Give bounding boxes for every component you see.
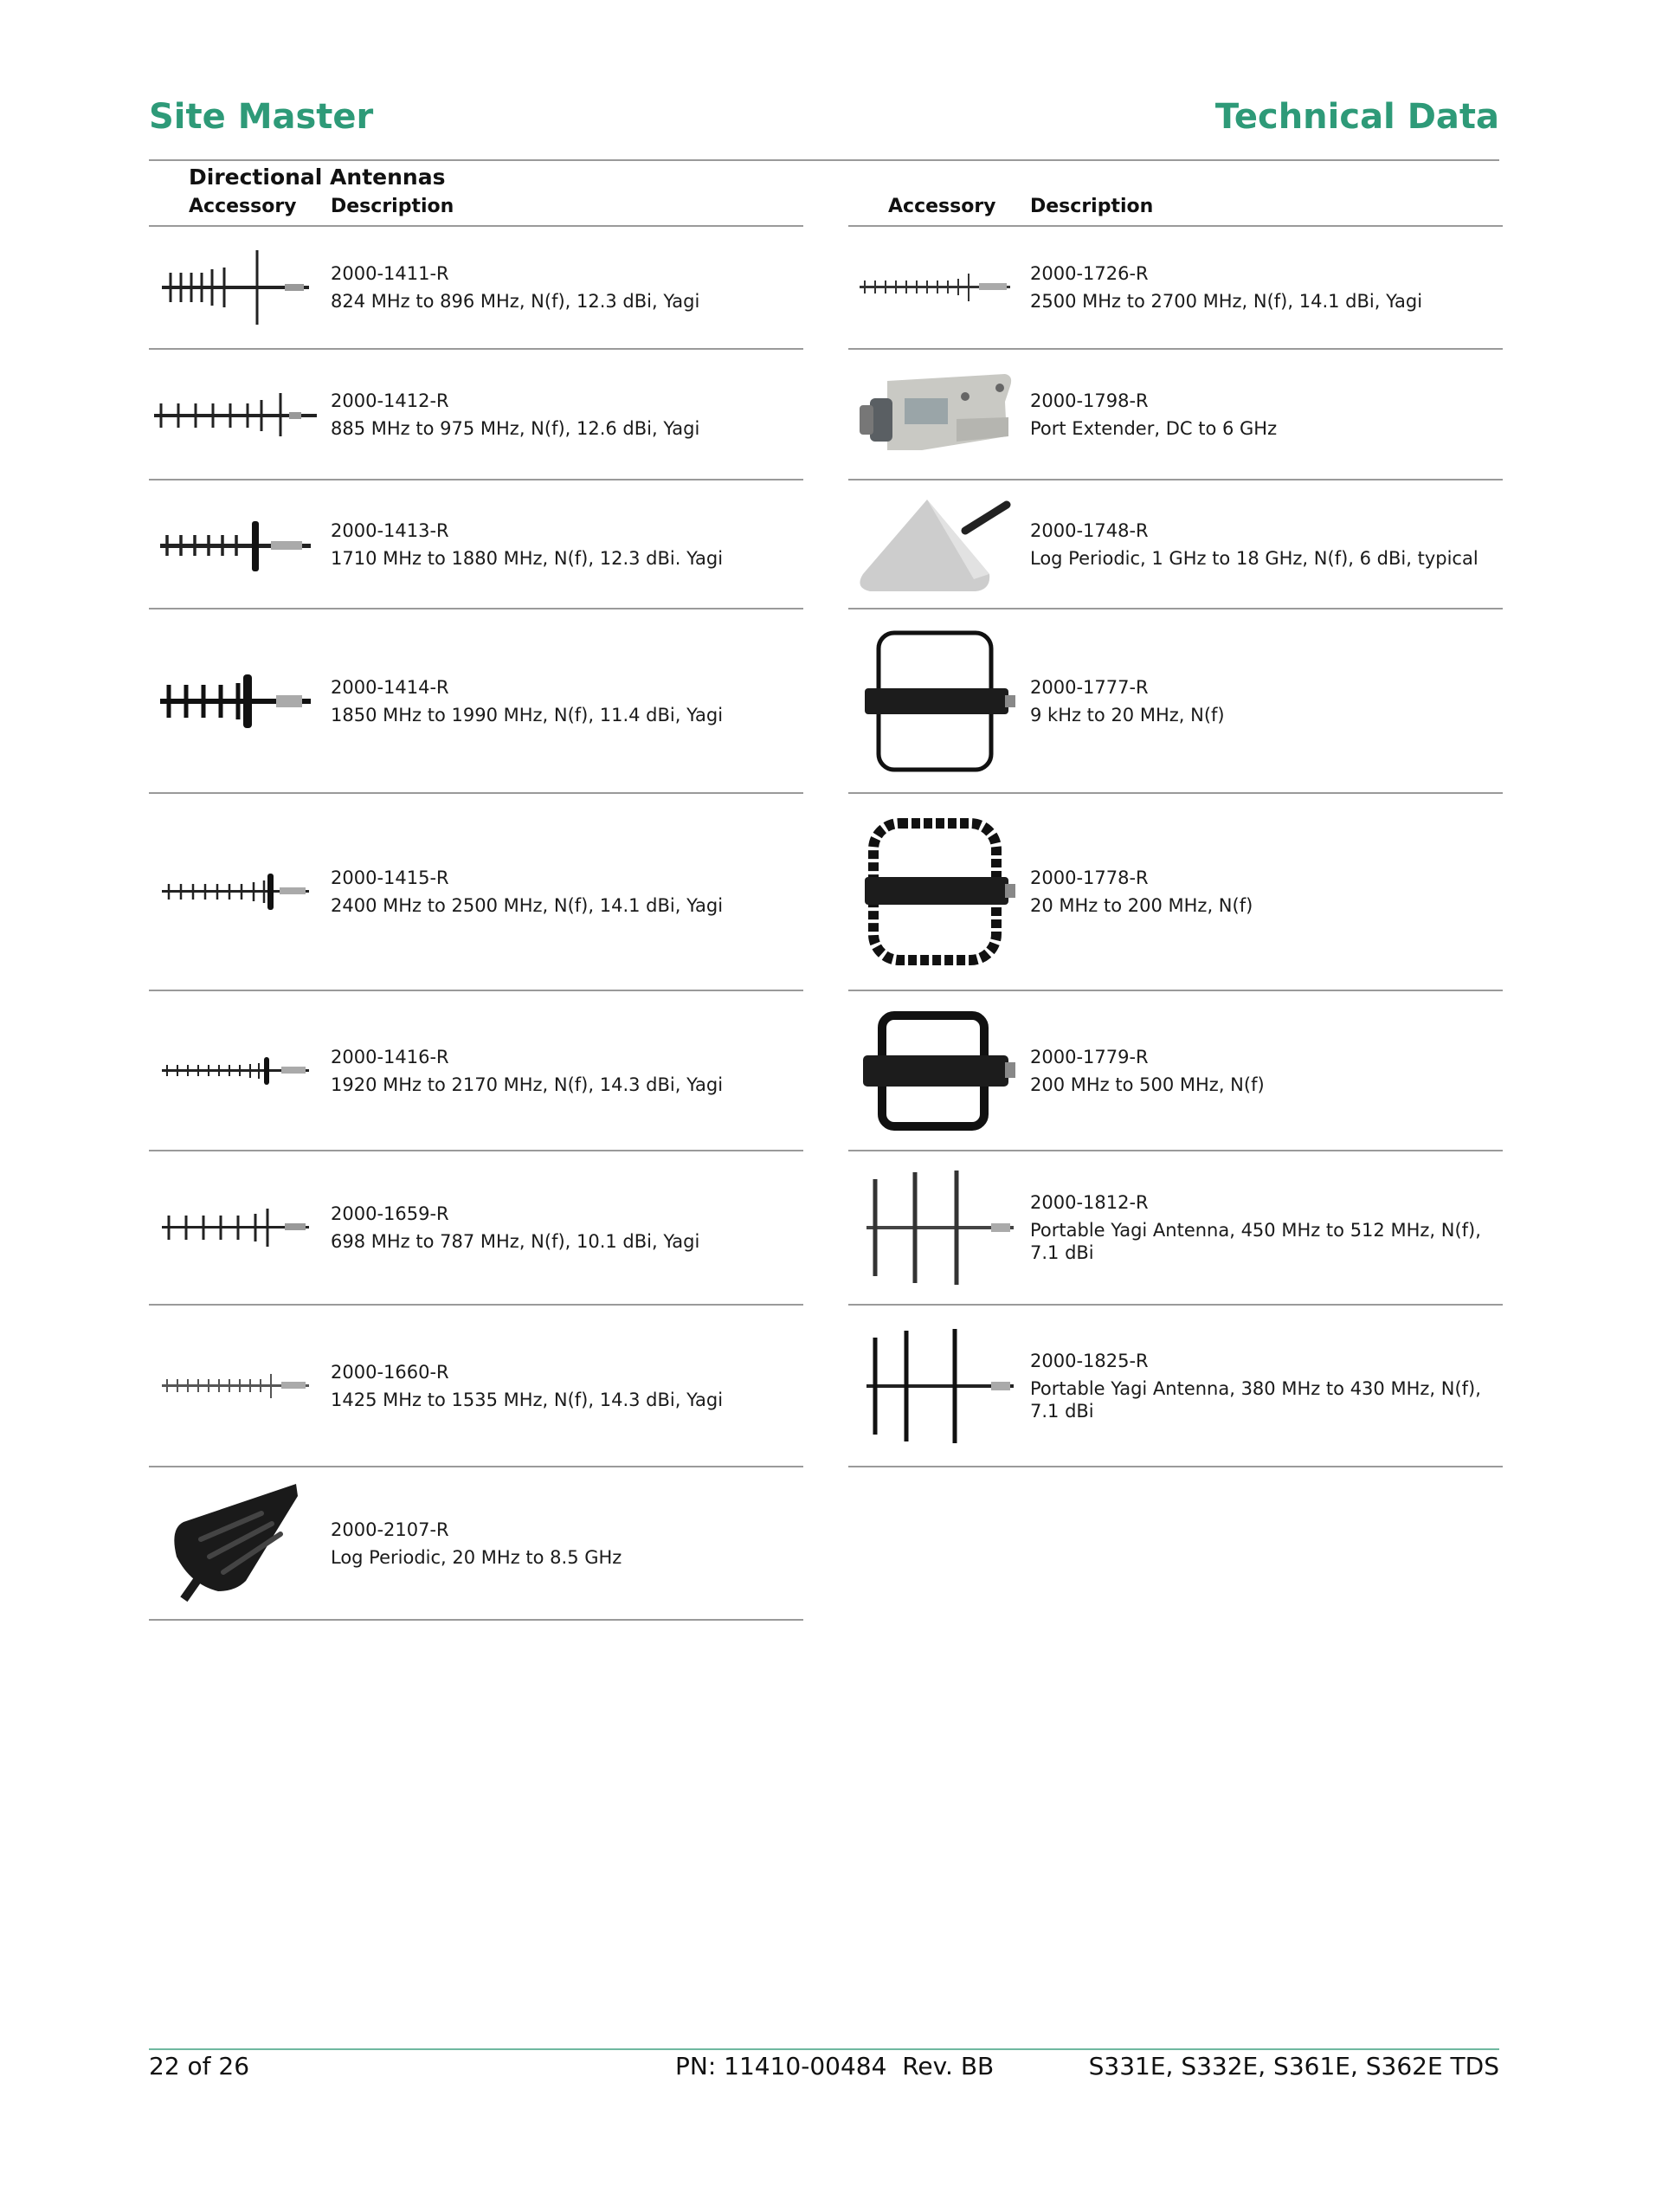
part-description: 885 MHz to 975 MHz, N(f), 12.6 dBi, Yagi	[331, 417, 700, 439]
table-row	[149, 227, 803, 350]
header-rule	[149, 159, 1499, 161]
part-description: 1710 MHz to 1880 MHz, N(f), 12.3 dBi. Yagi	[331, 547, 724, 569]
part-number: 2000-1778-R	[1030, 867, 1149, 888]
table-row	[149, 480, 803, 609]
part-description: 9 kHz to 20 MHz, N(f)	[1030, 704, 1225, 726]
table-row	[149, 1306, 803, 1467]
part-description: 824 MHz to 896 MHz, N(f), 12.3 dBi, Yagi	[331, 291, 700, 312]
table-row	[848, 991, 1503, 1151]
part-number: 2000-1416-R	[331, 1046, 449, 1067]
table-row	[149, 794, 803, 991]
portable-yagi-icon	[848, 1306, 1021, 1466]
part-description: Port Extender, DC to 6 GHz	[1030, 417, 1278, 439]
part-number: 2000-1777-R	[1030, 676, 1149, 698]
accessory-table-right	[848, 192, 1503, 1467]
table-row	[149, 1151, 803, 1306]
part-number: 2000-1412-R	[331, 390, 449, 411]
part-number: 2000-1812-R	[1030, 1192, 1149, 1213]
portable-yagi-icon	[848, 1151, 1021, 1304]
table-row	[848, 1306, 1503, 1467]
table-row	[848, 609, 1503, 794]
column-header-description: Description	[1030, 196, 1154, 217]
part-description: 1425 MHz to 1535 MHz, N(f), 14.3 dBi, Yagi	[331, 1389, 724, 1410]
part-number: 2000-1659-R	[331, 1203, 449, 1224]
accessory-table-left	[149, 192, 803, 1621]
part-description: Log Periodic, 20 MHz to 8.5 GHz	[331, 1546, 622, 1568]
part-number: 2000-1726-R	[1030, 263, 1149, 284]
table-row	[149, 1467, 803, 1621]
part-description: 2400 MHz to 2500 MHz, N(f), 14.1 dBi, Yagi	[331, 895, 724, 916]
table-row	[149, 350, 803, 480]
column-header-accessory: Accessory	[189, 196, 297, 217]
part-number: 2000-1779-R	[1030, 1046, 1149, 1067]
part-number: 2000-1748-R	[1030, 519, 1149, 541]
part-description: Portable Yagi Antenna, 450 MHz to 512 MHz, N(f), 7.1 dBi	[1030, 1220, 1481, 1263]
part-number: 2000-1660-R	[331, 1361, 449, 1383]
yagi-antenna-icon	[149, 609, 322, 792]
part-description: Portable Yagi Antenna, 380 MHz to 430 MHz, N(f), 7.1 dBi	[1030, 1377, 1481, 1422]
part-number: 2000-1413-R	[331, 519, 449, 541]
table-row	[848, 227, 1503, 350]
loop-antenna-icon	[848, 609, 1021, 792]
header-left-title: Site Master	[149, 97, 374, 137]
section-title: Directional Antennas	[189, 164, 446, 190]
yagi-antenna-icon	[149, 1151, 322, 1304]
document-part-number: PN: 11410-00484 Rev. BB	[675, 2052, 995, 2080]
table-header	[848, 192, 1503, 227]
part-description: 1920 MHz to 2170 MHz, N(f), 14.3 dBi, Yagi	[331, 1074, 724, 1095]
part-number: 2000-1798-R	[1030, 390, 1149, 411]
part-number: 2000-1825-R	[1030, 1350, 1149, 1371]
table-row	[848, 480, 1503, 609]
part-number: 2000-1415-R	[331, 867, 449, 888]
part-description: 698 MHz to 787 MHz, N(f), 10.1 dBi, Yagi	[331, 1231, 700, 1252]
log-periodic-antenna-icon	[848, 480, 1021, 608]
page-number: 22 of 26	[149, 2052, 250, 2080]
part-description: 20 MHz to 200 MHz, N(f)	[1030, 895, 1253, 916]
column-header-description: Description	[331, 196, 454, 217]
part-number: 2000-1414-R	[331, 676, 449, 698]
yagi-antenna-icon	[149, 991, 322, 1150]
header-right-title: Technical Data	[1214, 97, 1499, 137]
table-row	[149, 991, 803, 1151]
part-description: 200 MHz to 500 MHz, N(f)	[1030, 1074, 1265, 1095]
part-description: 1850 MHz to 1990 MHz, N(f), 11.4 dBi, Yagi	[331, 704, 724, 726]
port-extender-icon	[848, 350, 1021, 479]
footer-rule	[149, 2048, 1499, 2050]
log-periodic-antenna-icon	[149, 1467, 322, 1619]
column-header-accessory: Accessory	[888, 196, 996, 217]
yagi-antenna-icon	[848, 227, 1021, 348]
table-header	[149, 192, 803, 227]
yagi-antenna-icon	[149, 794, 322, 990]
table-row	[848, 794, 1503, 991]
part-number: 2000-1411-R	[331, 263, 449, 284]
part-description: 2500 MHz to 2700 MHz, N(f), 14.1 dBi, Yagi	[1030, 291, 1423, 312]
yagi-antenna-icon	[149, 1306, 322, 1466]
yagi-antenna-icon	[149, 350, 322, 479]
document-title: S331E, S332E, S361E, S362E TDS	[1088, 2052, 1499, 2080]
yagi-antenna-icon	[149, 227, 322, 348]
part-description: Log Periodic, 1 GHz to 18 GHz, N(f), 6 dBi, typical	[1030, 547, 1478, 569]
table-row	[149, 609, 803, 794]
loop-antenna-icon	[848, 794, 1021, 990]
yagi-antenna-icon	[149, 480, 322, 608]
table-row	[848, 350, 1503, 480]
loop-antenna-icon	[848, 991, 1021, 1150]
table-row	[848, 1151, 1503, 1306]
part-number: 2000-2107-R	[331, 1519, 449, 1540]
